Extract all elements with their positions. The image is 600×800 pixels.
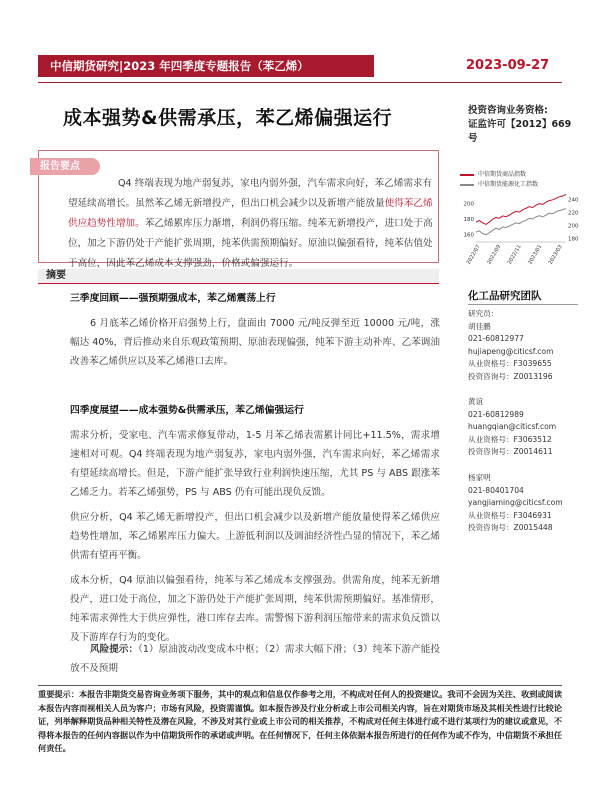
license-line-1: 投资咨询业务资格: [468,105,548,116]
x-tick-label: 2022/07 [465,244,482,266]
report-series-banner: 中信期货研究|2023 年四季度专题报告（苯乙烯） [38,55,374,77]
risk-label: 风险提示： [90,644,139,655]
summary-text-b: 苯乙烯累库压力渐增，利润仍将压缩。纯苯无新增投产，进口处于高位，加之下游仍处于产能扩张周期，纯苯供需预期偏好。原油以偏强看待，纯苯估值处于高位，因此苯乙烯成本支撑强劲，价格或偏强运行。 [68,218,433,269]
section-heading: 四季度展望——成本强势&供需承压，苯乙烯偏强运行 [70,405,304,416]
member-qualification: 从业资格号：F3039655 [468,359,552,369]
y-right-tick-label: 220 [568,210,579,217]
footer-divider [38,685,562,686]
header-divider [38,82,562,83]
member-qualification: 从业资格号：F3063512 [468,434,552,444]
member-email[interactable]: hujiapeng@citicsf.com [468,346,554,356]
member-name: 黄谊 [468,397,484,406]
member-role: 研究员： [468,309,499,318]
member-email[interactable]: yangjiaming@citicsf.com [468,498,563,508]
legend-label-1: 中信期货商品指数 [478,171,527,178]
member-name: 胡佳鹏 [468,321,491,331]
member-invest-id: 投资咨询号：Z0015448 [468,523,553,533]
member-invest-id: 投资咨询号：Z0013196 [468,371,553,381]
section-outlook [70,404,440,647]
section-paragraph: 需求分析，受家电、汽车需求修复带动，1-5 月苯乙烯表需累计同比+11.5%，需求增速相对可观。Q4 终端表现为地产弱复苏，家电内弱外强，汽车需求向好，苯乙烯需求有望延续高增长。但是，下游产能扩张导致行业利润快速压缩，尤其 PS 与 ABS 跟涨苯乙烯乏力。若苯乙烯强势，PS 与 ABS 仍有可能出现负反馈。 [70,430,440,498]
abstract-label: 摘要 [38,269,439,283]
member-phone: 021-60812989 [468,409,524,419]
member-phone: 021-80401704 [468,485,524,495]
y-right-tick-label: 200 [568,223,579,230]
risk-text: （1）原油波动改变成本中枢；（2）需求大幅下滑；（3）纯苯下游产能投放不及预期 [70,644,440,674]
legend-item-1 [458,170,586,180]
summary-tag: 报告要点 [30,158,100,175]
summary-text [68,174,434,274]
report-title: 成本强势&供需承压，苯乙烯偏强运行 [63,107,393,129]
team-divider [468,304,578,305]
section-heading: 三季度回顾——强预期强成本，苯乙烯震荡上行 [70,293,276,304]
legend-label-2: 中信期货能源化工指数 [478,181,539,188]
series-line-1 [476,195,566,225]
section-review [70,292,440,371]
y-left-tick-label: 180 [463,217,474,223]
summary-text-a: Q4 终端表现为地产弱复苏，家电内弱外强，汽车需求向好，苯乙烯需求有望延续高增长。虽然苯乙烯无新增投产，但出口机会减少以及新增产能放量 [68,178,433,209]
chart-plot [458,190,586,278]
abstract-divider [38,283,439,284]
x-tick-label: 2022/11 [506,244,523,266]
team-member [468,308,578,384]
risk-paragraph [70,640,440,678]
summary-text-highlight: 使得苯乙烯供应趋势性增加。 [68,198,433,229]
team-title: 化工品研究团队 [468,290,542,302]
x-tick-label: 2023/03 [547,244,564,266]
member-phone: 021-60812977 [468,334,524,344]
team-member [468,396,578,459]
member-qualification: 从业资格号：F3046931 [468,510,552,520]
section-paragraph: 6 月底苯乙烯价格开启强势上行，盘面由 7000 元/吨反弹至近 10000 元/吨，涨幅达 40%，背后推动来自乐观政策预期、原油表现偏强，纯苯下游主动补库、乙苯调油改善苯乙烯供应以及苯乙烯港口去库。 [70,318,440,367]
legend-swatch-2 [460,184,474,186]
section-paragraph: 供应分析，Q4 苯乙烯无新增投产，但出口机会减少以及新增产能放量使得苯乙烯供应趋势性增加，苯乙烯累库压力偏大。上游低利润以及调油经济性凸显的情况下，苯乙烯供需有望再平衡。 [70,512,440,561]
team-member [468,472,578,535]
y-right-tick-label: 180 [568,236,579,243]
y-right-tick-label: 240 [568,197,579,204]
legend-item-2 [458,180,586,190]
license-block [468,104,578,146]
y-left-tick-label: 160 [463,232,474,239]
risk-note [70,640,440,678]
legend-swatch-1 [460,174,474,176]
license-line-2: 证监许可【2012】669 号 [468,119,572,144]
disclaimer: 重要提示：本报告非期货交易咨询业务项下服务，其中的观点和信息仅作参考之用，不构成对任何人的投资建议。我司不会因为关注、收到或阅读本报告内容而视相关人员为客户；市场有风险，投资需谨慎。如本报告涉及行业分析或上市公司相关内容，旨在对期货市场及其相关性进行比较论证，列举解释期货品种相关特性及潜在风险，不涉及对其行业或上市公司的相关推荐，不构成对任何主体进行或不进行某项行为的建议或意见，不得将本报告的任何内容据以作为中信期货所作的承诺或声明。在任何情况下，任何主体依据本报告所进行的任何作为或不作为，中信期货不承担任何责任。 [38,689,563,753]
member-name: 杨家明 [468,473,491,482]
section-paragraph: 成本分析，Q4 原油以偏强看待，纯苯与苯乙烯成本支撑强劲。供需角度，纯苯无新增投产，进口处于高位，加之下游仍处于产能扩张周期，纯苯供需预期偏好。基准情形，纯苯需求弹性大于供应弹性，港口库存去库。需警惕下游利润压缩带来的需求负反馈以及下游库存行为的变化。 [70,575,440,643]
member-email[interactable]: huangqian@citicsf.com [468,422,557,432]
member-invest-id: 投资咨询号：Z0014611 [468,447,553,457]
y-left-tick-label: 200 [463,201,474,208]
x-tick-label: 2023/01 [527,244,544,266]
x-tick-label: 2022/09 [486,244,503,266]
index-chart [458,170,586,280]
report-date: 2023-09-27 [466,58,550,73]
